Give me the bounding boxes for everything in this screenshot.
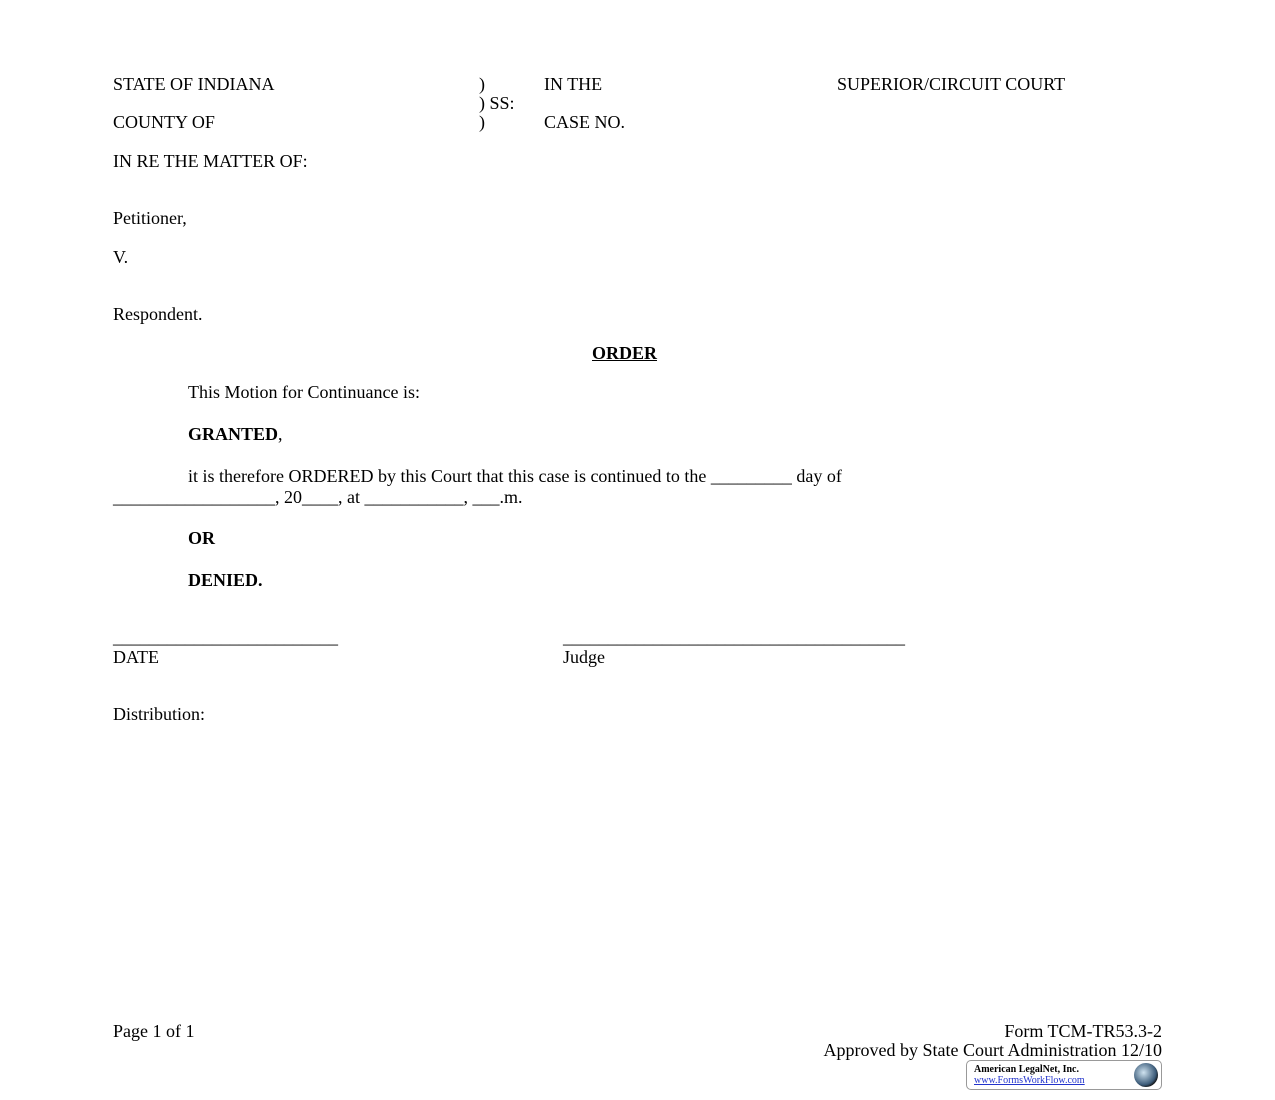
granted-comma: , bbox=[278, 424, 283, 444]
in-the-label: IN THE bbox=[544, 74, 603, 94]
american-legalnet-logo[interactable] bbox=[966, 1060, 1162, 1090]
order-title: ORDER bbox=[592, 343, 658, 363]
order-text-line1: it is therefore ORDERED by this Court that this case is continued to the _________ day of bbox=[188, 466, 842, 486]
versus-label: V. bbox=[113, 247, 129, 267]
paren: ) bbox=[479, 74, 485, 94]
date-signature-line: _________________________ bbox=[113, 627, 338, 647]
order-text-line2: __________________, 20____, at ___________, ___.m. bbox=[113, 487, 523, 507]
respondent-label: Respondent. bbox=[113, 304, 203, 324]
judge-signature-line: ______________________________________ bbox=[563, 627, 905, 647]
page-number: Page 1 of 1 bbox=[113, 1021, 195, 1041]
denied-option: DENIED. bbox=[188, 570, 263, 590]
matter-label: IN RE THE MATTER OF: bbox=[113, 151, 308, 171]
globe-icon bbox=[1134, 1063, 1158, 1087]
state-label: STATE OF INDIANA bbox=[113, 74, 275, 94]
granted-label: GRANTED bbox=[188, 424, 279, 444]
case-no-label: CASE NO. bbox=[544, 112, 626, 132]
date-label: DATE bbox=[113, 647, 159, 667]
order-intro: This Motion for Continuance is: bbox=[188, 382, 420, 402]
logo-company: American LegalNet, Inc. bbox=[974, 1064, 1079, 1075]
petitioner-label: Petitioner, bbox=[113, 208, 187, 228]
paren: ) bbox=[479, 112, 485, 132]
approval-note: Approved by State Court Administration 12/10 bbox=[823, 1040, 1162, 1060]
county-label: COUNTY OF bbox=[113, 112, 215, 132]
form-number: Form TCM-TR53.3-2 bbox=[1004, 1021, 1162, 1041]
granted-option bbox=[188, 424, 283, 444]
judge-label: Judge bbox=[563, 647, 605, 667]
or-label: OR bbox=[188, 528, 215, 548]
ss-label: ) SS: bbox=[479, 93, 515, 113]
court-label: SUPERIOR/CIRCUIT COURT bbox=[837, 74, 1066, 94]
logo-url-link[interactable]: www.FormsWorkFlow.com bbox=[974, 1075, 1085, 1086]
distribution-label: Distribution: bbox=[113, 704, 206, 724]
